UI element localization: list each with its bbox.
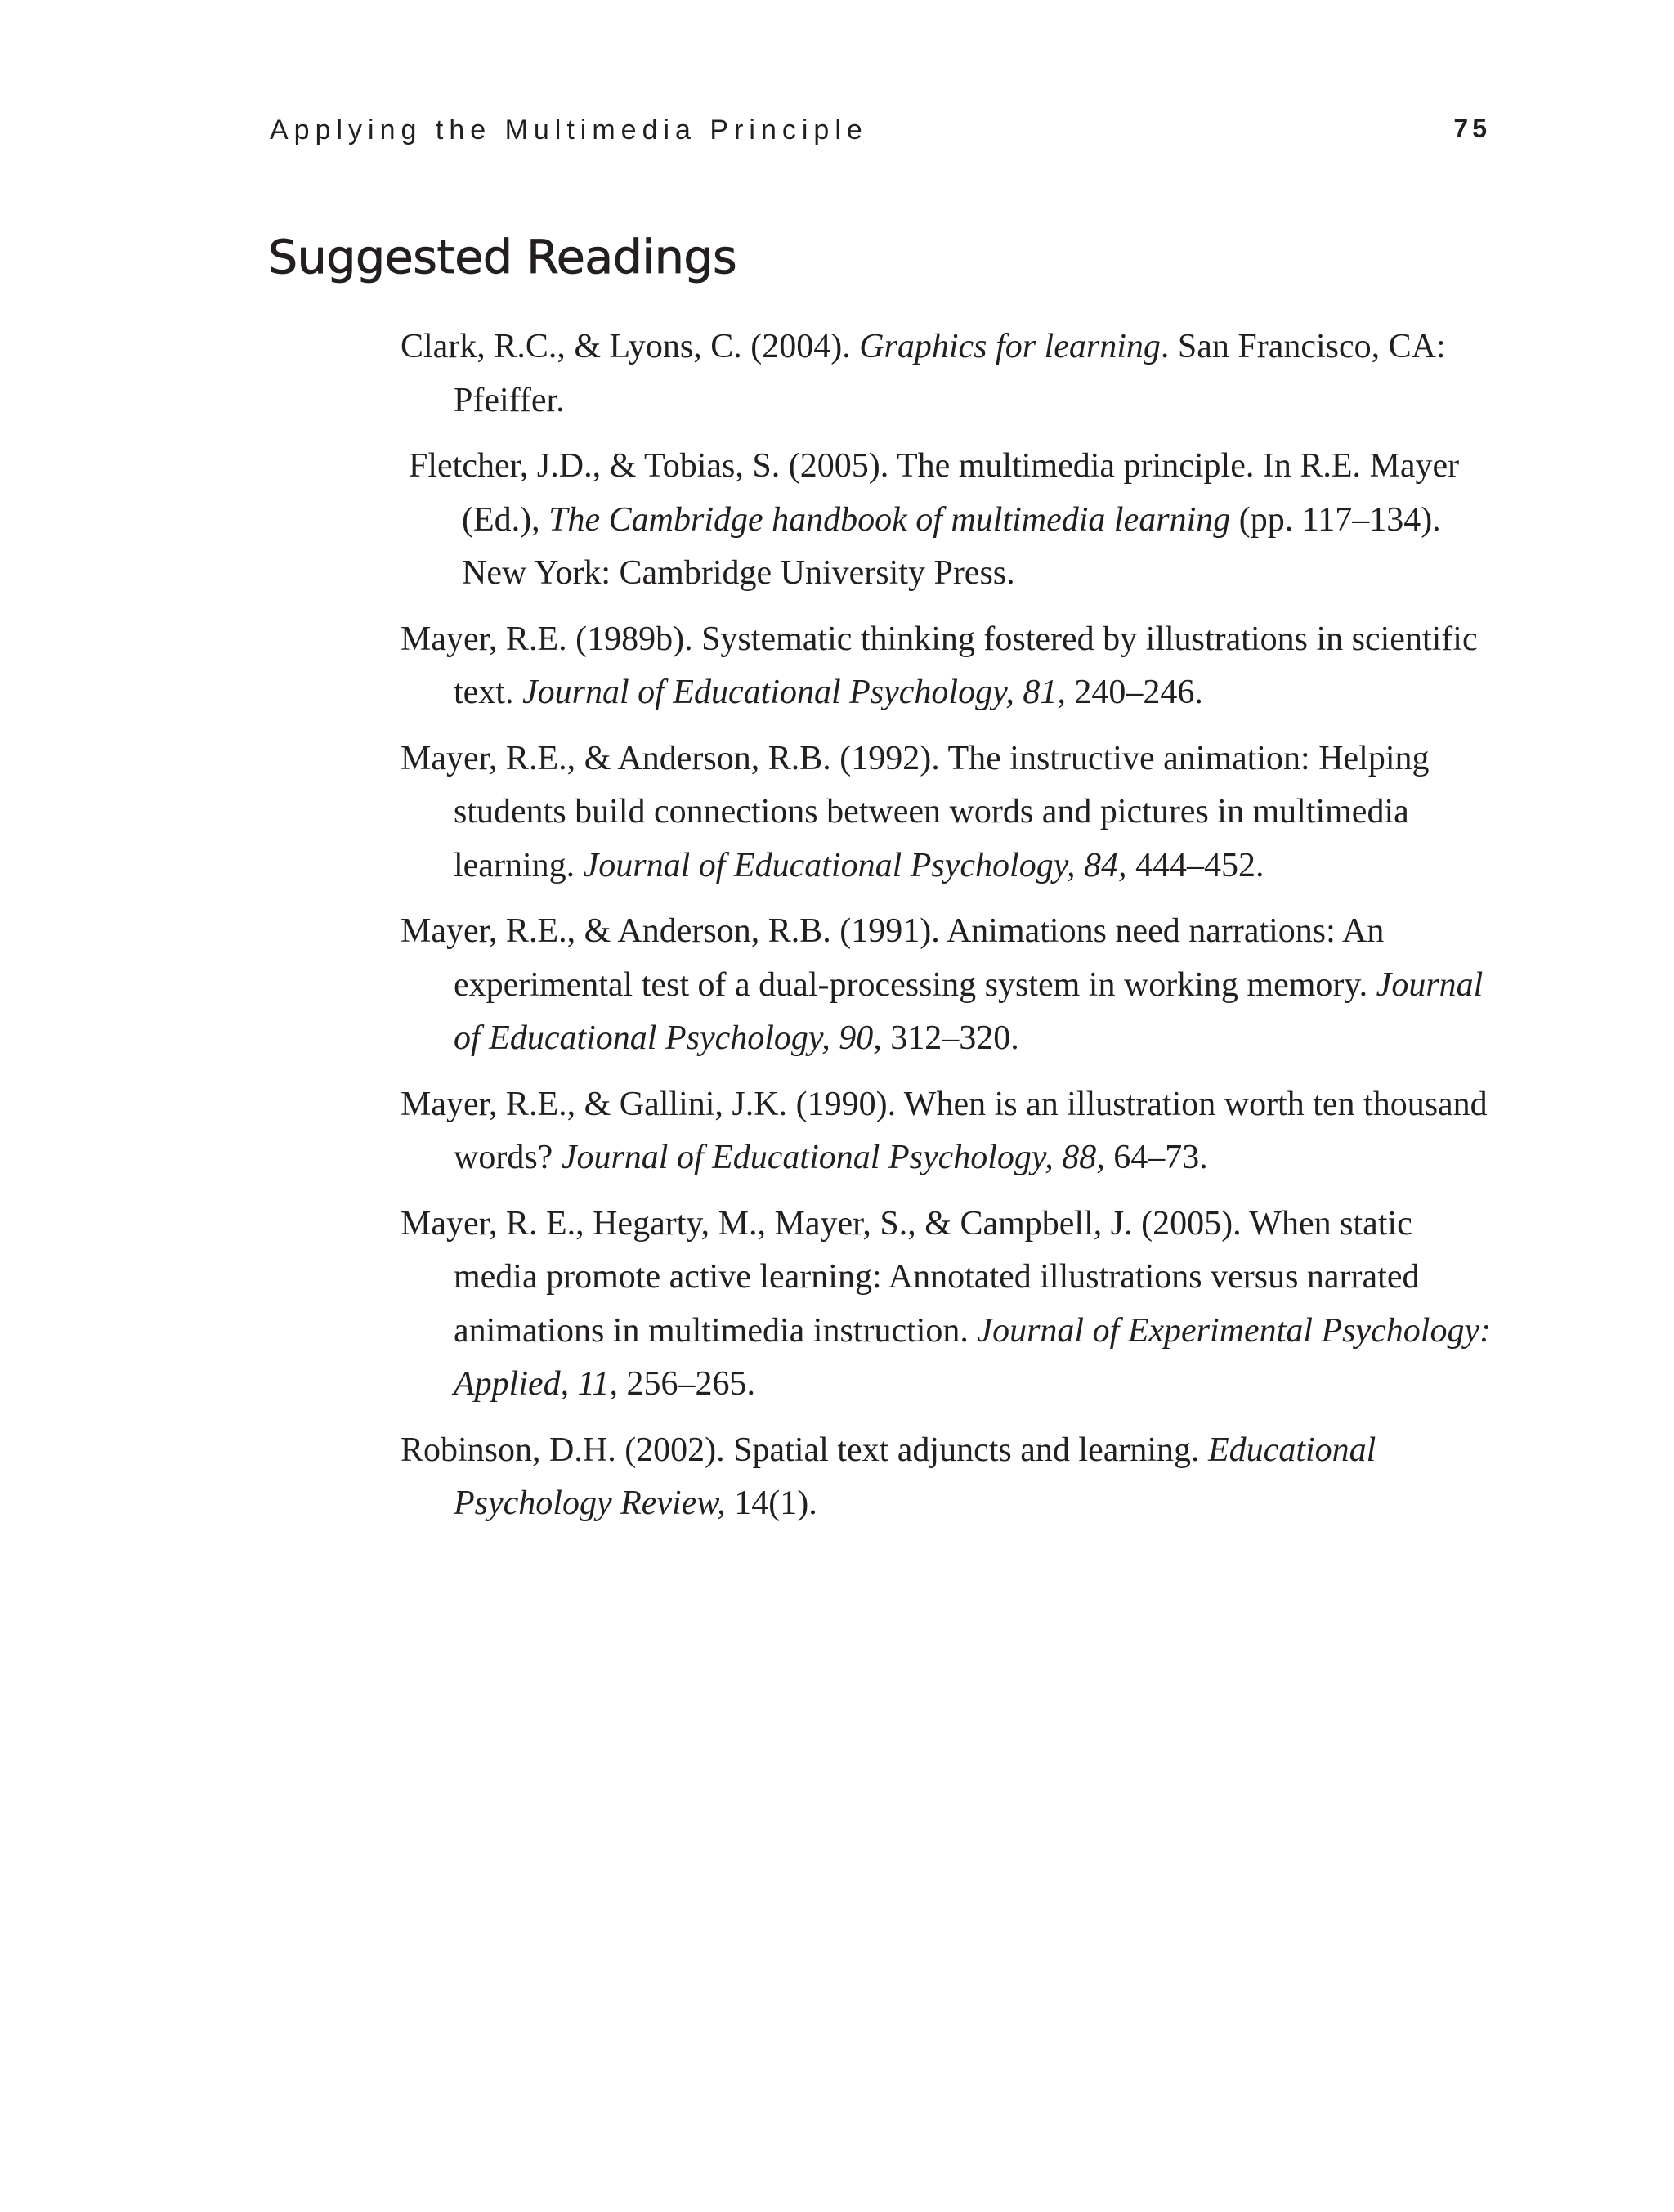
reference-text: 312–320. (881, 1019, 1019, 1057)
page-number: 75 (1453, 114, 1491, 143)
reference-list (401, 320, 1496, 1543)
reference-item (409, 440, 1496, 601)
reference-text: Clark, R.C., & Lyons, C. (2004). (401, 328, 860, 365)
reference-source-title: Journal of Educational Psychology, 90, (454, 965, 1484, 1057)
reference-text: . San Francisco, CA: Pfeiffer. (454, 328, 1446, 419)
reference-item (401, 732, 1496, 893)
reference-text: Mayer, R.E., & Anderson, R.B. (1992). The instructive animation: Helping students build connections between words and pictures in multimedia learning. (401, 739, 1430, 884)
reference-text: Robinson, D.H. (2002). Spatial text adjuncts and learning. (401, 1431, 1209, 1469)
reference-item (401, 1198, 1496, 1412)
reference-item (401, 1078, 1496, 1185)
reference-text: Mayer, R. E., Hegarty, M., Mayer, S., & Campbell, J. (2005). When static media promote active learning: Annotated illustrations versus narrated animations in multimedia instruction. (401, 1204, 1420, 1350)
reference-item (401, 905, 1496, 1066)
reference-item (401, 320, 1496, 428)
reference-item (401, 613, 1496, 720)
reference-text: 64–73. (1104, 1139, 1208, 1176)
running-head: Applying the Multimedia Principle (270, 114, 868, 146)
reference-text: 240–246. (1065, 674, 1203, 711)
reference-text: Mayer, R.E., & Gallini, J.K. (1990). When is an illustration worth ten thousand words? (401, 1085, 1488, 1176)
reference-source-title: Journal of Educational Psychology, 81, (521, 674, 1066, 711)
reference-source-title: Graphics for learning (859, 328, 1161, 365)
reference-source-title: Journal of Educational Psychology, 88, (561, 1139, 1105, 1176)
reference-text: Mayer, R.E., & Anderson, R.B. (1991). Animations need narrations: An experimental test of a dual-processing system in working memory. (401, 912, 1385, 1004)
reference-source-title: The Cambridge handbook of multimedia learning (548, 500, 1231, 539)
reference-source-title: Journal of Educational Psychology, 84, (583, 846, 1127, 884)
reference-text: Mayer, R.E. (1989b). Systematic thinking fostered by illustrations in scientific text. (401, 620, 1478, 711)
reference-text: 14(1). (725, 1484, 817, 1522)
reference-item (401, 1424, 1496, 1531)
reference-text: 444–452. (1126, 846, 1264, 884)
section-heading: Suggested Readings (268, 231, 737, 284)
reference-source-title: Educational Psychology Review, (454, 1431, 1376, 1522)
reference-text: 256–265. (618, 1365, 756, 1403)
reference-source-title: Journal of Experimental Psychology: Applied, 11, (454, 1311, 1492, 1403)
reference-text: (pp. 117–134). New York: Cambridge University Press. (462, 500, 1441, 592)
reference-text: Fletcher, J.D., & Tobias, S. (2005). The multimedia principle. In R.E. Mayer (Ed.), (409, 447, 1460, 539)
